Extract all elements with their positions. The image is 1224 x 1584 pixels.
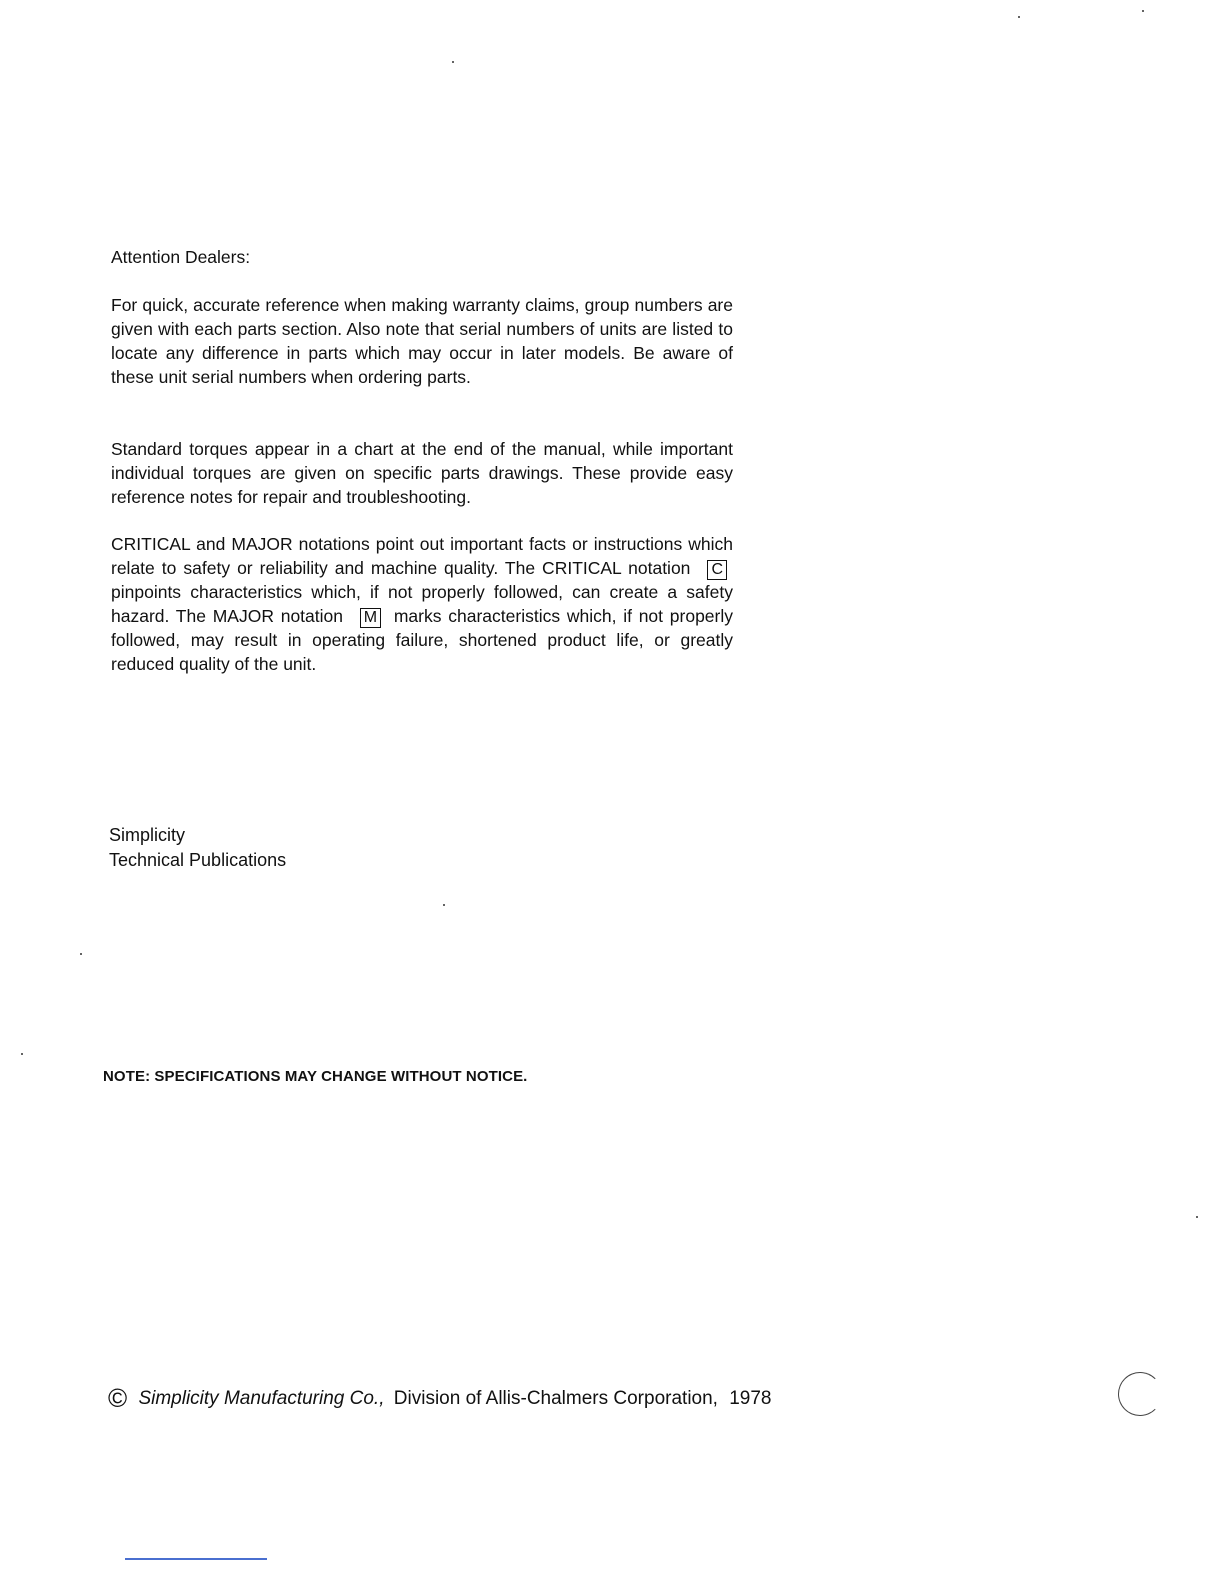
scan-speck — [452, 61, 454, 63]
bottom-rule — [125, 1558, 267, 1560]
scan-speck — [1018, 16, 1020, 18]
paragraph-torques: Standard torques appear in a chart at the end of the manual, while important individual torques are given on specific parts drawings. These provide easy reference notes for repair and troubleshooting. — [111, 439, 733, 507]
signature-block — [109, 823, 286, 873]
division-text: Division of Allis-Chalmers Corporation, — [393, 1388, 718, 1409]
company-name: Simplicity Manufacturing Co., — [138, 1388, 385, 1409]
scan-speck — [1142, 10, 1144, 12]
notations-text-1: CRITICAL and MAJOR notations point out important facts or instructions which relate to safety or reliability and machine quality. The CRITICAL notation — [111, 534, 733, 578]
paragraph-notations — [111, 532, 733, 676]
notations-text-2: pinpoints characteristics which, if not properly followed, can create a safety hazard. The MAJOR notation — [111, 582, 733, 626]
specifications-note: NOTE: SPECIFICATIONS MAY CHANGE WITHOUT NOTICE. — [103, 1068, 528, 1085]
copyright-year: 1978 — [729, 1388, 772, 1409]
scan-speck — [21, 1053, 23, 1055]
scan-speck — [443, 904, 445, 906]
scan-speck — [80, 953, 82, 955]
major-notation-symbol: M — [360, 608, 381, 628]
signature-line-2: Technical Publications — [109, 850, 287, 870]
punch-hole-mark — [1118, 1372, 1162, 1416]
signature-line-1: Simplicity — [109, 825, 186, 845]
copyright-footer — [108, 1383, 772, 1414]
notations-text-3: marks characteristics which, if not properly followed, may result in operating failure, shortened product life, or greatly reduced quality of the unit. — [111, 606, 733, 674]
heading: Attention Dealers: — [111, 247, 251, 267]
scan-speck — [1196, 1216, 1198, 1218]
copyright-icon: © — [108, 1383, 128, 1413]
critical-notation-symbol: C — [707, 560, 727, 580]
paragraph-warranty: For quick, accurate reference when making warranty claims, group numbers are given with each parts section. Also note that serial numbers of units are listed to locate any difference in parts which may occur in later models. Be aware of these unit serial numbers when ordering parts. — [111, 295, 733, 387]
